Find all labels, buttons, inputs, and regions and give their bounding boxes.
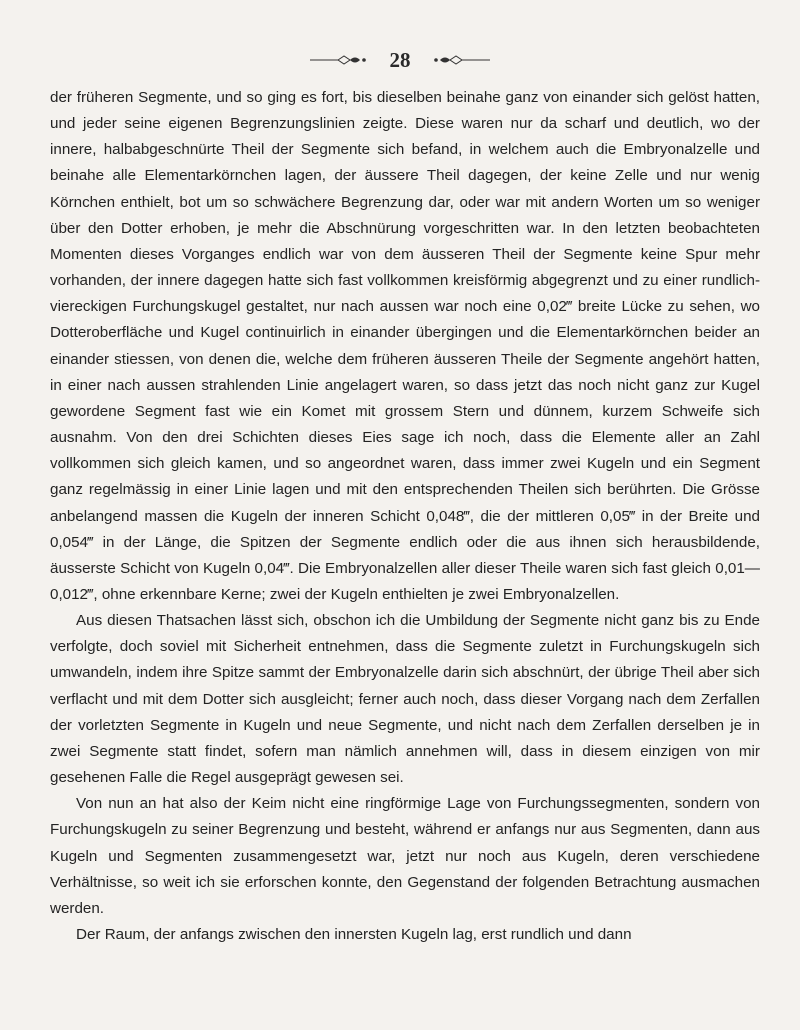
paragraph: Der Raum, der anfangs zwischen den innersten Kugeln lag, erst rundlich und dann [76, 926, 632, 943]
body-text [50, 85, 760, 948]
paragraph: der früheren Segmente, und so ging es fort, bis dieselben beinahe ganz von einander sich gelöst hatten, und jeder seine eigenen Begrenzungslinien zeigte. Diese waren nur da scharf und deutlich, wo der innere, halbabgeschnürte Theil der Segmente sich befand, in welchem auch die Embryonalzelle und beinahe alle Elementarkörnchen lagen, der äussere Theil dagegen, der keine Zelle und nur wenig Körnchen enthielt, bot um so schwächere Begrenzung dar, oder war mit andern Worten um so weniger über den Dotter erhoben, je mehr die Abschnürung vorgeschritten war. In den letzten beobachteten Momenten dieses Vorganges endlich war von dem äusseren Theil der Segmente keine Spur mehr vorhanden, der innere dagegen hatte sich fast vollkommen kreisförmig abgegrenzt und zu einer rundlich-viereckigen Furchungskugel gestaltet, nur nach aussen war noch eine 0,02‴ breite Lücke zu sehen, wo Dotteroberfläche und Kugel continuirlich in einander übergingen und die Elementarkörnchen beider an einander stiessen, von denen die, welche dem früheren äusseren Theile der Segmente angehört hatten, in einer nach aussen strahlenden Linie angelagert waren, so dass jetzt das noch nicht ganz zur Kugel gewordene Segment fast wie ein Komet mit grossem Stern und dünnem, kurzem Schweife sich ausnahm. Von den drei Schichten dieses Eies sage ich noch, dass die Elemente aller an Zahl vollkommen sich gleich kamen, und so angeordnet waren, dass immer zwei Kugeln und ein Segment ganz regelmässig in einer Linie lagen und mit den entsprechenden Theilen sich berührten. Die Grösse anbelangend massen die Kugeln der inneren Schicht 0,048‴, die der mittleren 0,05‴ in der Breite und 0,054‴ in der Länge, die Spitzen der Segmente endlich oder die aus ihnen sich herausbildende, äusserste Schicht von Kugeln 0,04‴. Die Embryonalzellen aller dieser Theile waren sich fast gleich 0,01—0,012‴, ohne erkennbare Kerne; zwei der Kugeln enthielten je zwei Embryonalzellen. [50, 89, 760, 603]
page-header [0, 46, 800, 72]
page-number: 28 [389, 48, 411, 73]
paragraph: Aus diesen Thatsachen lässt sich, obschon ich die Umbildung der Segmente nicht ganz bis zu Ende verfolgte, doch soviel mit Sicherheit entnehmen, dass die Segmente zuletzt in Furchungskugeln sich umwandeln, indem ihre Spitze sammt der Embryonalzelle darin sich abschnürt, der übrige Theil aber sich verflacht und mit dem Dotter sich ausgleicht; ferner auch noch, dass dieser Vorgang nach dem Zerfallen der vorletzten Segmente in Kugeln und neue Segmente, und nicht nach dem Zerfallen derselben je in zwei Segmente statt findet, sofern man nämlich annehmen will, dass in diesem einzigen von mir gesehenen Falle die Regel ausgeprägt gewesen sei. [50, 612, 760, 787]
paragraph: Von nun an hat also der Keim nicht eine ringförmige Lage von Furchungssegmenten, sondern von Furchungskugeln zu seiner Begrenzung und besteht, während er anfangs nur aus Segmenten, dann aus Kugeln und Segmenten zusammengesetzt war, jetzt nur noch aus Kugeln, deren verschiedene Verhältnisse, so weit ich sie erforschen konnte, den Gegenstand der folgenden Betrachtung ausmachen werden. [50, 795, 760, 917]
right-ornament-icon [432, 55, 492, 65]
left-ornament-icon [308, 55, 368, 65]
